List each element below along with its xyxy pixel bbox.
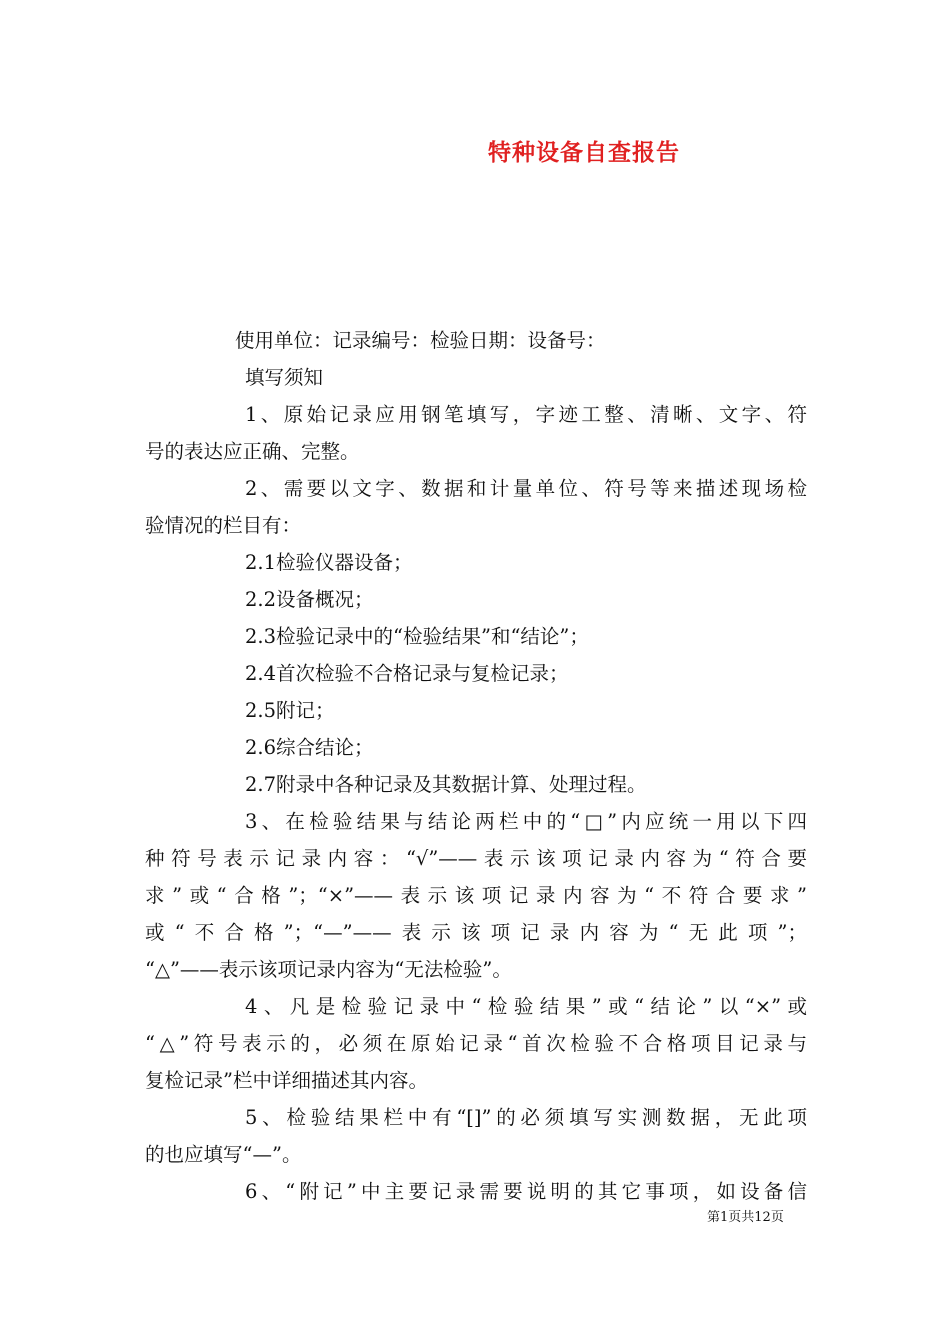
item-5-line-2: 的也应填写“—”。 xyxy=(145,1143,302,1166)
subitem-2-2: 2.2设备概况； xyxy=(245,588,374,611)
item-4-line-1: 4、凡是检验记录中“检验结果”或“结论”以“×”或 xyxy=(245,995,807,1018)
notice-heading: 填写须知 xyxy=(245,366,324,389)
item-3-line-1: 3、在检验结果与结论两栏中的“□”内应统一用以下四 xyxy=(245,810,807,833)
subitem-2-6: 2.6综合结论； xyxy=(245,736,374,759)
item-3-line-5: “△”——表示该项记录内容为“无法检验”。 xyxy=(145,958,512,981)
item-4-line-3: 复检记录”栏中详细描述其内容。 xyxy=(145,1069,428,1092)
item-6-line-1: 6、“附记”中主要记录需要说明的其它事项，如设备信 xyxy=(245,1180,807,1203)
item-2-line-2: 验情况的栏目有： xyxy=(145,514,302,537)
item-3-line-3: 求”或“合格”；“×”——表示该项记录内容为“不符合要求” xyxy=(145,884,807,907)
item-3-line-4: 或“不合格”；“—”——表示该项记录内容为“无此项”； xyxy=(145,921,807,944)
subitem-2-5: 2.5附记； xyxy=(245,699,335,722)
item-4-line-2: “△”符号表示的，必须在原始记录“首次检验不合格项目记录与 xyxy=(145,1032,807,1055)
subitem-2-1: 2.1检验仪器设备； xyxy=(245,551,413,574)
item-1-line-1: 1、原始记录应用钢笔填写，字迹工整、清晰、文字、符 xyxy=(245,403,807,426)
item-1-line-2: 号的表达应正确、完整。 xyxy=(145,440,360,463)
page-number: 第1页共12页 xyxy=(707,1210,784,1225)
document-title: 特种设备自查报告 xyxy=(488,139,680,166)
info-fields-line: 使用单位：记录编号：检验日期：设备号： xyxy=(235,329,606,352)
subitem-2-3: 2.3检验记录中的“检验结果”和“结论”； xyxy=(245,625,589,648)
item-2-line-1: 2、需要以文字、数据和计量单位、符号等来描述现场检 xyxy=(245,477,807,500)
document-body xyxy=(145,322,807,1210)
subitem-2-4: 2.4首次检验不合格记录与复检记录； xyxy=(245,662,569,685)
item-3-line-2: 种符号表示记录内容：“√”——表示该项记录内容为“符合要 xyxy=(145,847,807,870)
item-5-line-1: 5、检验结果栏中有“[]”的必须填写实测数据，无此项 xyxy=(245,1106,807,1129)
subitem-2-7: 2.7附录中各种记录及其数据计算、处理过程。 xyxy=(245,773,647,796)
